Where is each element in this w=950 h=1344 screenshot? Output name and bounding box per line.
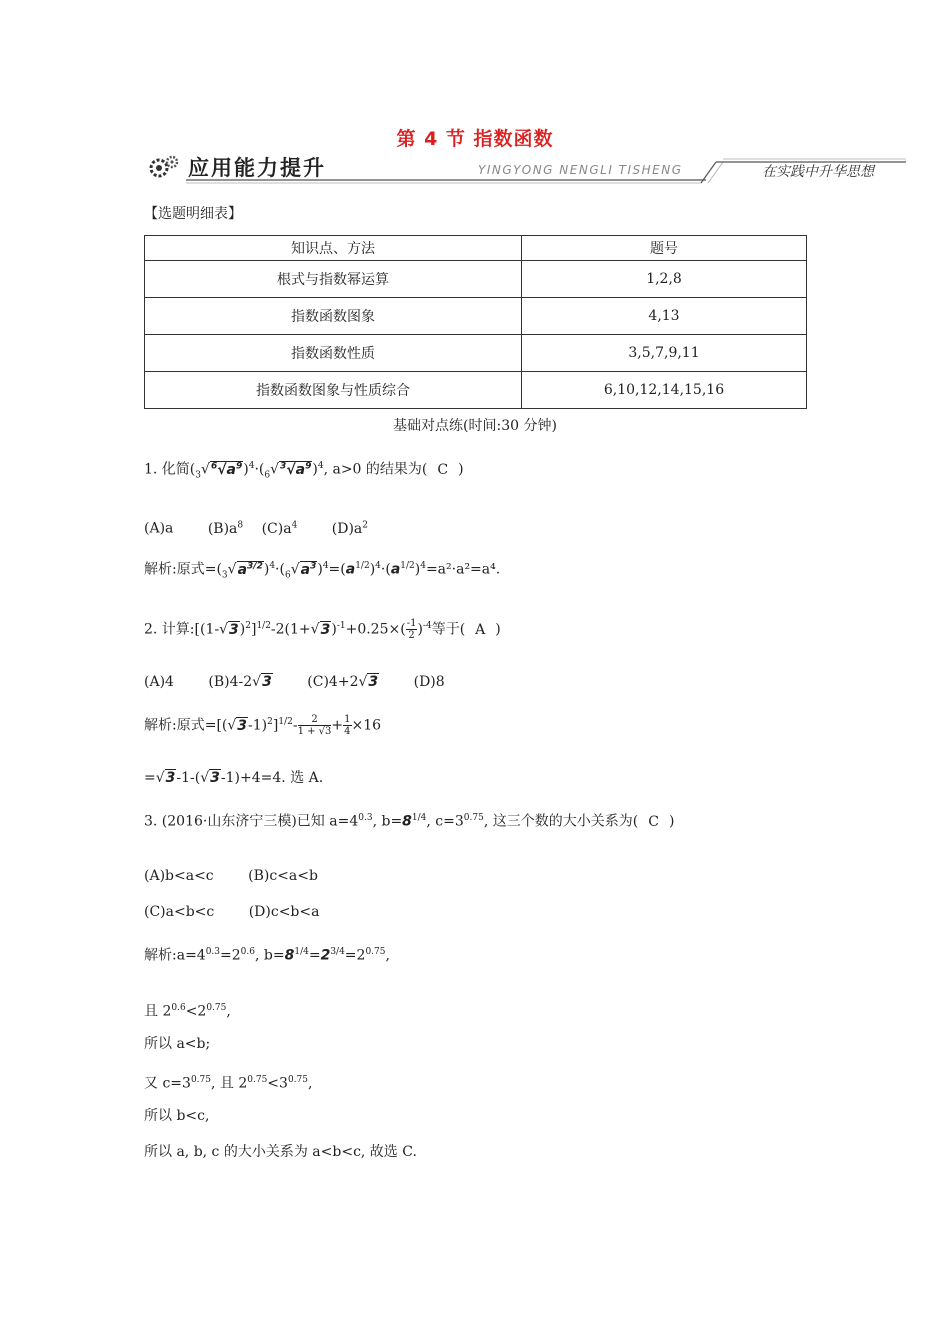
q3-option-d: (D)c<b<a [248, 904, 320, 920]
table-header-cell: 题号 [522, 236, 807, 261]
q3-option-c: (C)a<b<c [144, 904, 215, 920]
q3-prefix: 3. (2016·山东济宁三模)已知 a=4 [144, 813, 359, 830]
q2-option-c: (C)4+2√3 [307, 674, 379, 690]
q2-prefix: 2. 计算:[(1- [144, 621, 220, 638]
q3-sol1-c: , b= [255, 947, 285, 964]
table-cell-topic: 指数函数性质 [145, 335, 522, 372]
q2-sol-prefix: 解析:原式=[( [144, 717, 228, 734]
q3-b-label: , b= [372, 813, 403, 830]
q3-option-b: (B)c<a<b [248, 868, 318, 884]
q2-options [144, 672, 445, 692]
topic-table [144, 235, 807, 409]
q1-prefix: 1. 化简( [144, 461, 196, 478]
q3-sol4-mid2: <3 [267, 1075, 288, 1092]
q2-sol-line2: -1-( [176, 770, 201, 786]
q1-sol-prefix: 解析:原式=( [144, 561, 222, 578]
q1-suffix: , a>0 的结果为( [323, 461, 428, 478]
q2-mid: -2(1+ [270, 621, 311, 638]
q3-solution-line4: 又 $c=3^{0.75}$, 且 $2^{0.75}<3^{0.75}$, [144, 1075, 313, 1092]
table-caption: 【选题明细表】 [144, 206, 242, 222]
q1-mid: ) [243, 461, 249, 478]
table-cell-topic: 指数函数图象与性质综合 [145, 372, 522, 409]
table-cell-nums: 3,5,7,9,11 [522, 335, 807, 372]
page-title: 第 4 节 指数函数 [396, 128, 554, 150]
q3-sol4: 又 c=3 [144, 1075, 191, 1092]
q3-sol4-mid: , 且 2 [210, 1075, 248, 1092]
q3-sol2: 且 2 [144, 1003, 172, 1020]
q1-option-c: $(C)a^4$ [261, 520, 298, 537]
q2-option-b: (B)4-2√3 [208, 674, 272, 690]
q3-solution-line5: 所以 b<c, [144, 1108, 210, 1124]
practice-title: 基础对点练(时间:30 分钟) [393, 418, 557, 434]
table-cell-topic: 根式与指数幂运算 [145, 261, 522, 298]
q2-suffix: 等于( [431, 621, 466, 638]
q1-options [144, 515, 368, 539]
q1-option-a: (A)a [144, 520, 174, 537]
q3-solution-line1: 解析$:a=4^{0.3}=2^{0.6}$, $b=8^{1/4}=2^{3/4}=2^{0.75}$, [144, 947, 390, 964]
q3-sol1-b: =2 [220, 947, 241, 964]
q1-option-d: $(D)a^2$ [331, 520, 368, 537]
section-slogan: 在实践中升华思想 [762, 164, 874, 180]
q3-sol2-mid: <2 [185, 1003, 207, 1020]
q2-close: ) [495, 621, 501, 638]
q3-solution-line6: 所以 a, b, c 的大小关系为 a<b<c, 故选 C. [144, 1144, 417, 1160]
q2-option-d: (D)8 [413, 674, 445, 690]
table-row [145, 335, 807, 372]
q1-solution: 解析:原式$=(_3√a^{3/2})^4\cdot(_6√a^3)^4=(a^{1/2})^4\cdot(a^{1/2})^4=a^2\cdot a^2=a^4$. [144, 561, 501, 581]
q3-sol1: 解析:a=4 [144, 947, 206, 964]
table-header-row [145, 236, 807, 261]
section-title: 应用能力提升 [188, 156, 326, 180]
q3-option-a: (A)b<a<c [144, 868, 214, 884]
q2-answer: A [475, 621, 486, 638]
q1-option-b: $(B)a^8$ [207, 520, 244, 537]
table-row [145, 261, 807, 298]
q3-c-label: , c=3 [426, 813, 464, 830]
table-cell-topic: 指数函数图象 [145, 298, 522, 335]
q2-stem: 2. 计算$:[(1-√3)^2]^{1/2}-2(1+√3)^{-1}+0.25\times$( $\frac{-1}{2}$ )$^{-4}$等于( A ) [144, 618, 501, 642]
q2-solution-line2: =√3-1-(√3-1)+4=4. 选 A. [144, 770, 324, 786]
q1-answer: C [437, 461, 449, 478]
table-cell-nums: 4,13 [522, 298, 807, 335]
q3-c-exp: 0.75 [463, 813, 484, 823]
q3-solution-line2: 且 $2^{0.6}<2^{0.75}$, [144, 1003, 231, 1020]
q1-sol-end: =a²·a²=a⁴. [425, 561, 501, 578]
q3-a-exp: 0.3 [358, 813, 373, 823]
q2-mid2: +0.25×( [345, 621, 406, 638]
q3-close: ) [668, 813, 675, 830]
q1-stem: 1. 化简$(_3√^6√a^9)^4\cdot(_6√^3√a^9)^4$, a>0 的结果为( C ) [144, 461, 464, 481]
q3-sol1-end: =2 [344, 947, 366, 964]
table-cell-nums: 6,10,12,14,15,16 [522, 372, 807, 409]
q3-options-row2 [144, 902, 319, 922]
q3-suffix: , 这三个数的大小关系为( [483, 813, 639, 830]
q3-answer: C [648, 813, 659, 830]
section-pinyin: YINGYONG NENGLI TISHENG [478, 163, 683, 177]
q2-solution: 解析:原式$=[(√3-1)^2]^{1/2}-$ $\frac{2}{1 + √3}$ + $\frac{1}{4}$ ×16 [144, 714, 382, 738]
q3-solution-line3: 所以 a<b; [144, 1036, 211, 1052]
gear-icon [148, 153, 180, 181]
table-header-cell: 知识点、方法 [145, 236, 522, 261]
q2-option-a: (A)4 [144, 674, 174, 690]
q3-options-row1 [144, 866, 318, 886]
table-cell-nums: 1,2,8 [522, 261, 807, 298]
q3-stem: 3. (2016·山东济宁三模)已知 $a=4^{0.3}$, $b=8^{1/4}$, $c=3^{0.75}$, 这三个数的大小关系为( C ) [144, 813, 675, 830]
table-row [145, 298, 807, 335]
q2-sol-line2-end: -1)+4=4. 选 A. [220, 770, 324, 786]
q1-close: ) [458, 461, 464, 478]
table-row [145, 372, 807, 409]
